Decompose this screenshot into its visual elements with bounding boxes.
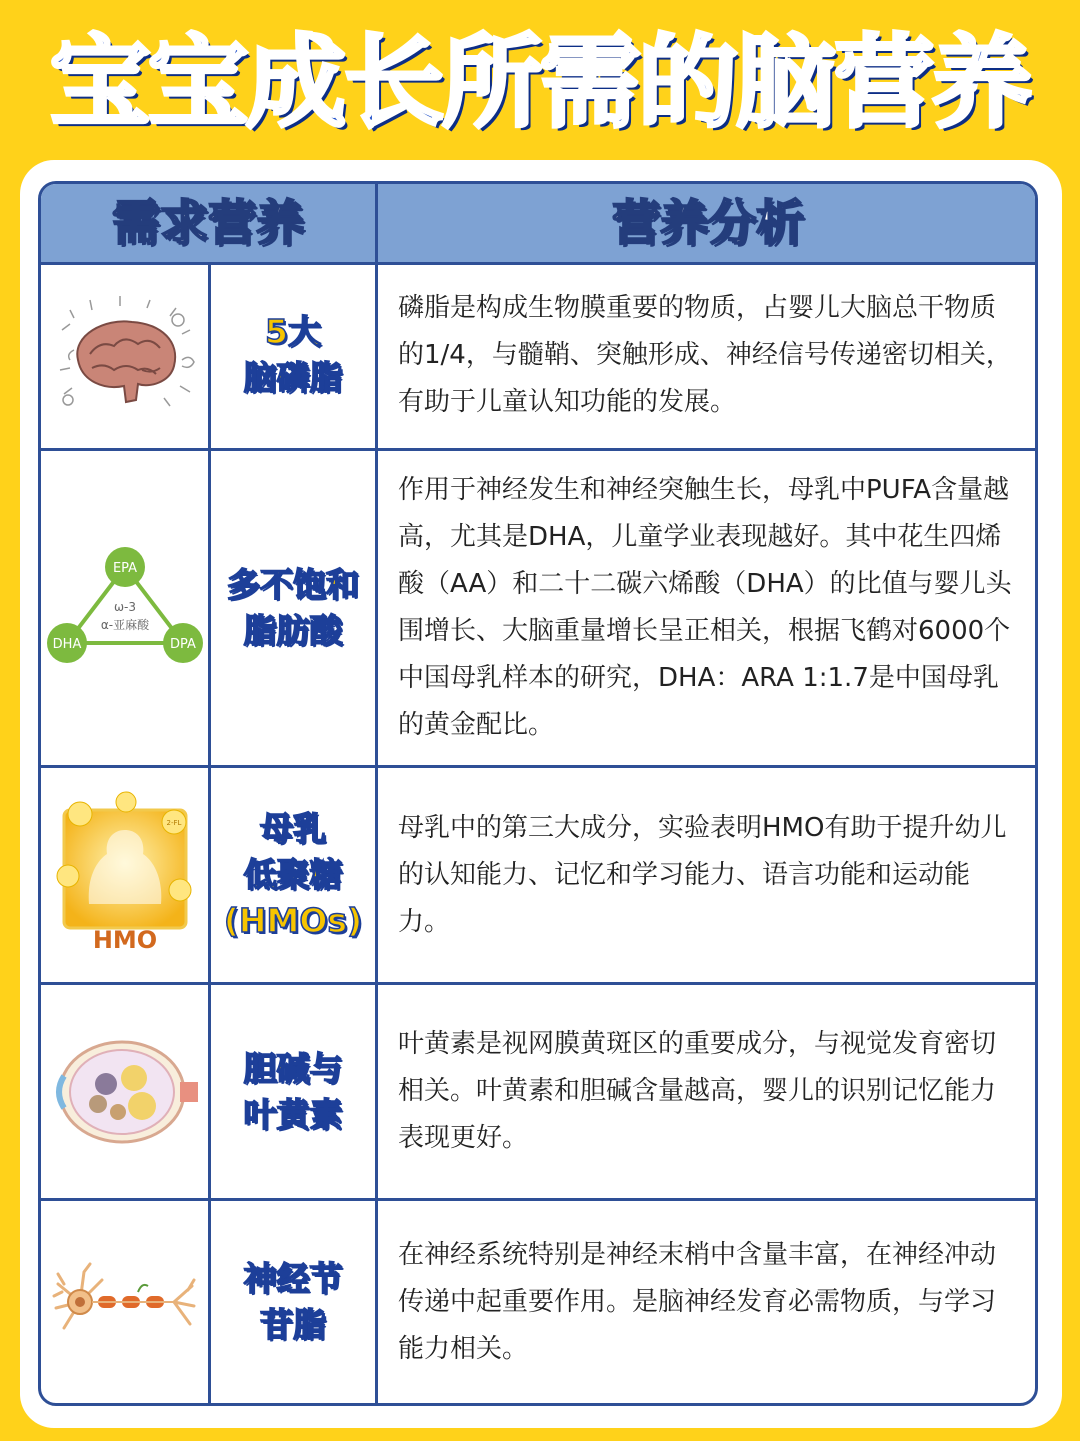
nutrient-name-line: 脂肪酸 <box>243 611 343 650</box>
table-row <box>41 768 1035 985</box>
row-name-cell <box>211 262 375 448</box>
nutrient-name-line: 低聚糖 <box>243 855 343 894</box>
column-divider <box>208 262 211 1403</box>
row-name-cell <box>211 1201 375 1403</box>
brain-icon <box>50 290 200 420</box>
row-icon-cell <box>41 262 208 448</box>
neuron-icon <box>50 1252 200 1352</box>
row-name-cell <box>211 768 375 982</box>
nutrient-name-line: 神经节 <box>243 1259 343 1298</box>
nutrition-table <box>38 181 1038 1406</box>
epa-label: EPA <box>112 561 137 576</box>
nutrient-name-line: 苷脂 <box>260 1305 326 1344</box>
table-row <box>41 262 1035 451</box>
row-name-cell <box>211 985 375 1198</box>
nutrient-name-line: 母乳 <box>260 809 326 848</box>
row-icon-cell <box>41 1201 208 1403</box>
hmo-caption: HMO <box>92 926 157 954</box>
hmo-bubble-label: 2-FL <box>166 819 181 827</box>
row-icon-cell <box>41 985 208 1198</box>
nutrient-description: 磷脂是构成生物膜重要的物质，占婴儿大脑总干物质的1/4，与髓鞘、突触形成、神经信号传递密切相关，有助于儿童认知功能的发展。 <box>398 292 1012 417</box>
table-row <box>41 985 1035 1201</box>
dpa-label: DPA <box>169 637 196 652</box>
row-icon-cell <box>41 768 208 982</box>
nutrient-description: 叶黄素是视网膜黄斑区的重要成分，与视觉发育密切相关。叶黄素和胆碱含量越高，婴儿的识别记忆能力表现更好。 <box>398 1029 997 1153</box>
row-desc-cell <box>378 985 1038 1198</box>
row-desc-cell <box>378 768 1038 982</box>
nutrient-description: 在神经系统特别是神经末梢中含量丰富，在神经冲动传递中起重要作用。是脑神经发育必需物质，与学习能力相关。 <box>398 1239 997 1364</box>
table-row <box>41 451 1035 768</box>
nutrient-name-line: 脑磷脂 <box>243 358 343 397</box>
dha-label: DHA <box>52 637 81 652</box>
nutrient-description: 作用于神经发生和神经突触生长，母乳中PUFA含量越高，尤其是DHA，儿童学业表现越好。其中花生四烯酸（AA）和二十二碳六烯酸（DHA）的比值与婴儿头围增长、大脑重量增长呈正相关，根据飞鹤对6000个中国母乳样本的研究，DHA：ARA 1:1.7是中国母乳的黄金配比。 <box>398 475 1012 740</box>
row-name-cell <box>211 451 375 765</box>
nutrient-name-line: 胆碱与 <box>243 1048 343 1088</box>
page-title: 宝宝成长所需的脑营养 <box>50 24 1030 141</box>
fatty-acid-triangle-icon <box>45 543 205 673</box>
nutrient-description: 母乳中的第三大成分，实验表明HMO有助于提升幼儿的认知能力、记忆和学习能力、语言功能和运动能力。 <box>398 812 1007 937</box>
row-icon-cell <box>41 451 208 765</box>
row-desc-cell <box>378 451 1038 765</box>
row-desc-cell <box>378 1201 1038 1403</box>
column-divider <box>375 184 378 1403</box>
header-nutrition-need: 需求营养 <box>111 195 304 251</box>
nutrient-name-line: 5大 <box>265 312 321 351</box>
nutrient-name-line: (HMOs) <box>223 901 363 940</box>
nutrient-name-line: 叶黄素 <box>243 1094 343 1134</box>
table-row <box>41 1201 1035 1403</box>
table-header <box>41 184 1035 265</box>
eye-icon <box>50 1032 200 1152</box>
ala-label: α-亚麻酸 <box>100 618 149 632</box>
nutrient-name-line: 多不饱和 <box>227 565 359 604</box>
omega3-label: ω-3 <box>113 600 136 614</box>
header-nutrition-analysis: 营养分析 <box>611 195 804 251</box>
hmo-icon <box>50 790 200 960</box>
row-desc-cell <box>378 262 1038 448</box>
